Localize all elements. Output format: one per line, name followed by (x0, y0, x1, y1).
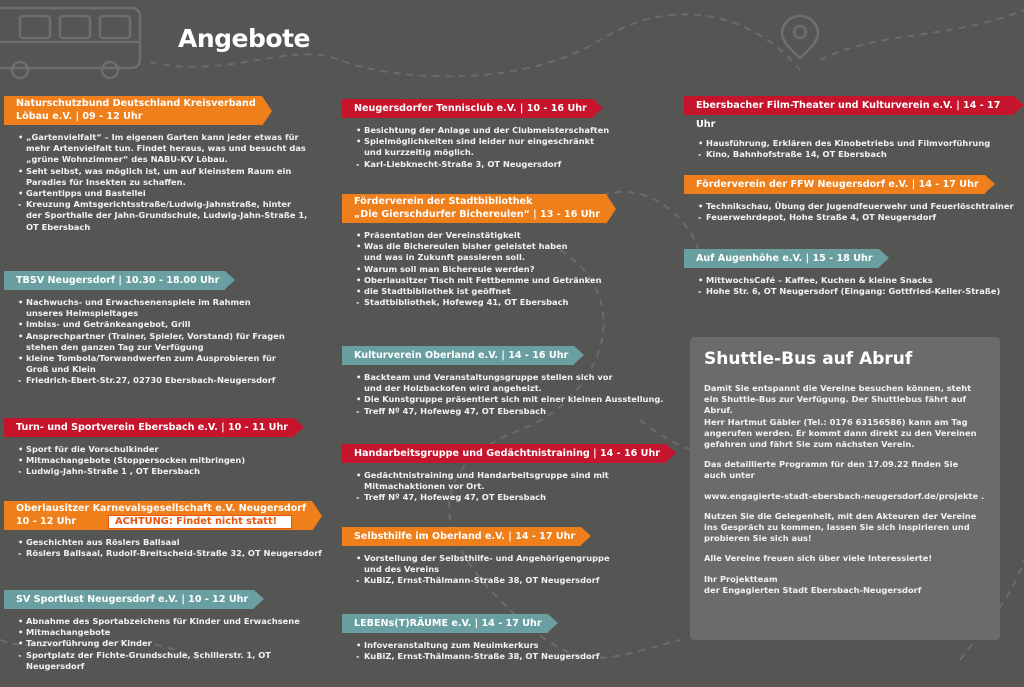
offer-items (4, 537, 322, 559)
text-line: die Stadtbibliothek ist geöffnet (364, 286, 511, 297)
text-line: 10 - 12 Uhr (16, 515, 77, 527)
list-item (18, 297, 285, 319)
text-line: Herr Hartmut Gäbler (Tel.: 0176 63156586) kann am Tag (704, 416, 968, 427)
text-line: ein Shuttle-Bus zur Verfügung. Der Shuttlebus fährt auf (704, 394, 967, 405)
text-line: Paradies für Insekten zu schaffen. (26, 176, 186, 187)
offer-block (342, 343, 663, 417)
text-line: Infoveranstaltung zum Neuimkerkurs (364, 640, 539, 650)
text-line: Tanzvorführung der Kinder (26, 638, 152, 649)
cancel-notice: ACHTUNG: Findet nicht statt! (108, 515, 292, 529)
address-item (18, 375, 285, 386)
address-item (356, 575, 610, 586)
offer-header (684, 175, 985, 194)
list-item (698, 138, 1014, 149)
list-item (18, 331, 285, 353)
text-line: Alle Vereine freuen sich über viele Interessierte! (704, 553, 933, 564)
shuttle-paragraph (704, 383, 994, 450)
offer-items (4, 616, 326, 672)
offer-header (342, 527, 581, 546)
offer-items (342, 470, 666, 504)
text-line: Hohe Str. 6, OT Neugersdorf (Eingang: Gottfried-Keller-Straße) (706, 286, 1001, 297)
list-item (356, 264, 606, 275)
text-line: Mitmachaktionen vor Ort. (364, 481, 485, 492)
text-line: Backteam und Veranstaltungsgruppe stellen sich vor (364, 372, 613, 382)
list-item (356, 640, 599, 651)
offer-block (342, 611, 599, 662)
text-line: Oberlausitzer Karnevalsgesellschaft e.V. Neugersdorf (16, 503, 307, 514)
offer-items (342, 553, 610, 587)
offer-block (342, 441, 666, 504)
text-line: gefahren und fährt Sie zum nächsten Verein. (704, 439, 915, 450)
text-line: auch unter (704, 470, 755, 481)
text-line: Besichtung der Anlage und der Clubmeisterschaften (364, 125, 610, 135)
list-item (18, 455, 294, 466)
offer-block (4, 501, 322, 559)
offer-items (342, 230, 606, 308)
text-line: KuBiZ, Ernst-Thälmann-Straße 38, OT Neugersdorf (364, 575, 600, 586)
offer-items (684, 275, 1000, 297)
address-item (356, 159, 609, 170)
text-line: TBSV Neugersdorf | 10.30 - 18.00 Uhr (16, 275, 220, 286)
text-line: und der Holzbackofen wird angeheizt. (364, 383, 542, 394)
shuttle-paragraph (704, 491, 994, 502)
text-line: kleine Tombola/Torwandwerfen zum Ausprobieren für (26, 353, 276, 364)
text-line: der Sporthalle der Jahn-Grundschule, Ludwig-Jahn-Straße 1, (26, 210, 308, 221)
offer-items (4, 444, 294, 478)
text-line: Feuerwehrdepot, Hohe Straße 4, OT Neugersdorf (706, 212, 937, 223)
text-line: Löbau e.V. | 09 - 12 Uhr (16, 110, 143, 122)
shuttle-paragraph (704, 511, 994, 545)
list-item (18, 638, 326, 649)
text-line: unseres Heimspieltages (26, 308, 139, 319)
offer-items (342, 640, 599, 662)
text-line: ins Gespräch zu kommen, lassen Sie sich inspirieren und (704, 522, 970, 533)
text-line: „Die Gierschdurfer Bichereulen“ | 13 - 16 Uhr (354, 208, 601, 220)
offer-block (4, 415, 294, 478)
text-line: Treff Nº 47, Hofeweg 47, OT Ebersbach (364, 405, 546, 416)
text-line: Abnahme des Sportabzeichens für Kinder und Erwachsene (26, 616, 300, 626)
offer-header (342, 346, 574, 365)
text-line: Sportplatz der Fichte-Grundschule, Schillerstr. 1, OT Neugersdorf (26, 649, 271, 671)
offer-items (342, 125, 609, 170)
offer-items (342, 372, 663, 417)
shuttle-paragraph (704, 553, 994, 564)
text-line: Mitmachangebote (26, 627, 111, 638)
text-line: Die Kunstgruppe präsentiert sich mit einer kleinen Ausstellung. (364, 394, 664, 405)
text-line: Ludwig-Jahn-Straße 1 , OT Ebersbach (26, 466, 201, 477)
text-line: Abruf. (704, 405, 733, 416)
address-item (18, 548, 322, 559)
offer-items (684, 138, 1014, 160)
text-line: Stadtbibliothek, Hofeweg 41, OT Ebersbach (364, 297, 569, 308)
list-item (356, 394, 663, 405)
text-line: OT Ebersbach (26, 221, 91, 232)
text-line: stehen den ganzen Tag zur Verfügung (26, 341, 204, 352)
text-line: Hausführung, Erklären des Kinobetriebs und Filmvorführung (706, 138, 991, 148)
text-line: „grüne Wohnzimmer“ des NABU-KV Löbau. (26, 154, 228, 165)
text-line: Nachwuchs- und Erwachsenenspiele im Rahmen (26, 297, 251, 307)
text-line: Förderverein der FFW Neugersdorf e.V. | 14 - 17 Uhr (696, 179, 979, 190)
text-line: SV Sportlust Neugersdorf e.V. | 10 - 12 Uhr (16, 594, 249, 605)
list-item (18, 627, 326, 638)
text-line: Gartentipps und Bastellei (26, 188, 146, 199)
text-line: Karl-Liebknecht-Straße 3, OT Neugersdorf (364, 158, 562, 169)
text-line: der Engagierten Stadt Ebersbach-Neugersdorf (704, 584, 922, 595)
text-line: Selbsthilfe im Oberland e.V. | 14 - 17 Uhr (354, 531, 576, 542)
text-line: „Gartenvielfalt“ – Im eigenen Garten kann jeder etwas für (26, 132, 299, 142)
text-line: Kino, Bahnhofstraße 14, OT Ebersbach (706, 149, 887, 160)
offer-block (342, 96, 609, 170)
text-line: Nutzen Sie die Gelegenheit, mit den Akteuren der Vereine (704, 510, 977, 521)
address-item (356, 297, 606, 308)
address-item (356, 492, 666, 503)
text-line: Treff Nº 47, Hofeweg 47, OT Ebersbach (364, 492, 546, 503)
shuttle-text (704, 383, 994, 605)
location-pin-icon (782, 16, 818, 58)
list-item (18, 319, 285, 330)
offer-block (684, 172, 1014, 223)
list-item (18, 616, 326, 627)
offer-block (684, 96, 1014, 160)
text-line: mehr Artenvielfalt tun. Findet heraus, was und besucht das (26, 143, 306, 154)
address-item (698, 149, 1014, 160)
list-item (18, 353, 285, 375)
offer-header (342, 194, 606, 223)
offer-header (342, 614, 548, 633)
list-item (18, 132, 307, 166)
address-item (18, 650, 326, 672)
list-item (698, 275, 1000, 286)
text-line: Damit Sie entspannt die Vereine besuchen können, steht (704, 383, 972, 393)
list-item (18, 444, 294, 455)
shuttle-title: Shuttle-Bus auf Abruf (704, 349, 913, 369)
text-line: Präsentation der Vereinstätigkeit (364, 230, 521, 240)
text-line: Ebersbacher Film-Theater und Kulturverein e.V. | 14 - 17 Uhr (696, 100, 1001, 130)
list-item (356, 470, 666, 492)
text-line: und kurzzeitig möglich. (364, 147, 474, 158)
text-line: und des Vereins (364, 564, 440, 575)
text-line: Imbiss- und Getränkeangebot, Grill (26, 319, 191, 330)
offer-block (4, 96, 307, 233)
list-item (356, 125, 609, 136)
text-line: Seht selbst, was möglich ist, um auf kleinstem Raum ein (26, 165, 292, 176)
text-line: Oberlausitzer Tisch mit Fettbemme und Getränken (364, 274, 602, 285)
text-line: Das detaillierte Programm für den 17.09.22 finden Sie (704, 459, 959, 470)
list-item (698, 201, 1014, 212)
text-line: Handarbeitsgruppe und Gedächtnistraining | 14 - 16 Uhr (354, 448, 661, 459)
text-line: probieren Sie sich aus! (704, 533, 812, 544)
text-line: angerufen werden. Er kommt dann direkt zu den Vereinen (704, 427, 977, 438)
text-line: Naturschutzbund Deutschland Kreisverband (16, 98, 256, 109)
offer-block (684, 246, 1000, 297)
list-item (356, 136, 609, 158)
list-item (18, 166, 307, 188)
shuttle-paragraph (704, 574, 994, 596)
list-item (356, 286, 606, 297)
offer-header (684, 96, 1014, 130)
text-line: Was die Bichereulen bisher geleistet haben (364, 241, 568, 252)
offer-block (342, 524, 610, 587)
page-title: Angebote (178, 24, 310, 53)
address-item (18, 199, 307, 233)
offer-block (4, 268, 285, 387)
offer-header (4, 96, 262, 125)
text-line: Turn- und Sportverein Ebersbach e.V. | 10 - 11 Uhr (16, 422, 289, 433)
text-line: LEBENs(T)RÄUME e.V. | 14 - 17 Uhr (354, 618, 542, 629)
text-line: Röslers Ballsaal, Rudolf-Breitscheid-Straße 32, OT Neugersdorf (26, 548, 322, 559)
address-item (698, 286, 1000, 297)
address-item (356, 651, 599, 662)
list-item (18, 188, 307, 199)
text-line: www.engagierte-stadt-ebersbach-neugersdorf.de/projekte . (704, 490, 985, 501)
offer-block (342, 194, 606, 308)
offer-header (342, 444, 666, 463)
text-line: Spielmöglichkeiten sind leider nur eingeschränkt (364, 136, 595, 147)
list-item (356, 553, 610, 575)
text-line: Vorstellung der Selbsthilfe- und Angehörigengruppe (364, 553, 610, 563)
text-line: Geschichten aus Röslers Ballsaal (26, 537, 180, 547)
text-line: KuBiZ, Ernst-Thälmann-Straße 38, OT Neugersdorf (364, 651, 600, 662)
offer-block (4, 587, 326, 672)
text-line: Technikschau, Übung der Jugendfeuerwehr und Feuerlöschtrainer (706, 201, 1014, 211)
text-line: Ansprechpartner (Trainer, Spieler, Vorstand) für Fragen (26, 330, 285, 341)
offer-header (342, 99, 593, 118)
text-line: Warum soll man Bichereule werden? (364, 263, 535, 274)
offer-items (4, 132, 307, 233)
offer-header (4, 418, 294, 437)
shuttle-bus-box (690, 337, 1000, 640)
list-item (18, 537, 322, 548)
text-line: Neugersdorfer Tennisclub e.V. | 10 - 16 Uhr (354, 103, 587, 114)
list-item (356, 230, 606, 241)
text-line: Auf Augenhöhe e.V. | 15 - 18 Uhr (696, 253, 873, 264)
text-line: Kulturverein Oberland e.V. | 14 - 16 Uhr (354, 350, 569, 361)
text-line: und was in Zukunft passieren soll. (364, 252, 525, 263)
text-line: MittwochsCafé – Kaffee, Kuchen & kleine Snacks (706, 275, 933, 285)
offer-header (684, 249, 879, 268)
text-line: Gedächtnistraining und Handarbeitsgruppe sind mit (364, 470, 609, 480)
address-item (18, 466, 294, 477)
offer-items (684, 201, 1014, 223)
text-line: Mitmachangebote (Stoppersocken mitbringen) (26, 455, 246, 466)
offer-header (4, 590, 254, 609)
offer-header (4, 271, 225, 290)
list-item (356, 241, 606, 263)
list-item (356, 372, 663, 394)
offer-items (4, 297, 285, 387)
text-line: Ihr Projektteam (704, 573, 778, 584)
shuttle-paragraph (704, 459, 994, 481)
text-line: Friedrich-Ebert-Str.27, 02730 Ebersbach-Neugersdorf (26, 375, 276, 386)
address-item (698, 212, 1014, 223)
bus-icon (0, 8, 140, 78)
text-line: Sport für die Vorschulkinder (26, 444, 159, 454)
text-line: Förderverein der Stadtbibliothek (354, 196, 533, 207)
list-item (356, 275, 606, 286)
address-item (356, 406, 663, 417)
text-line: Groß und Klein (26, 364, 96, 375)
text-line: Kreuzung Amtsgerichtsstraße/Ludwig-Jahnstraße, hinter (26, 199, 292, 210)
